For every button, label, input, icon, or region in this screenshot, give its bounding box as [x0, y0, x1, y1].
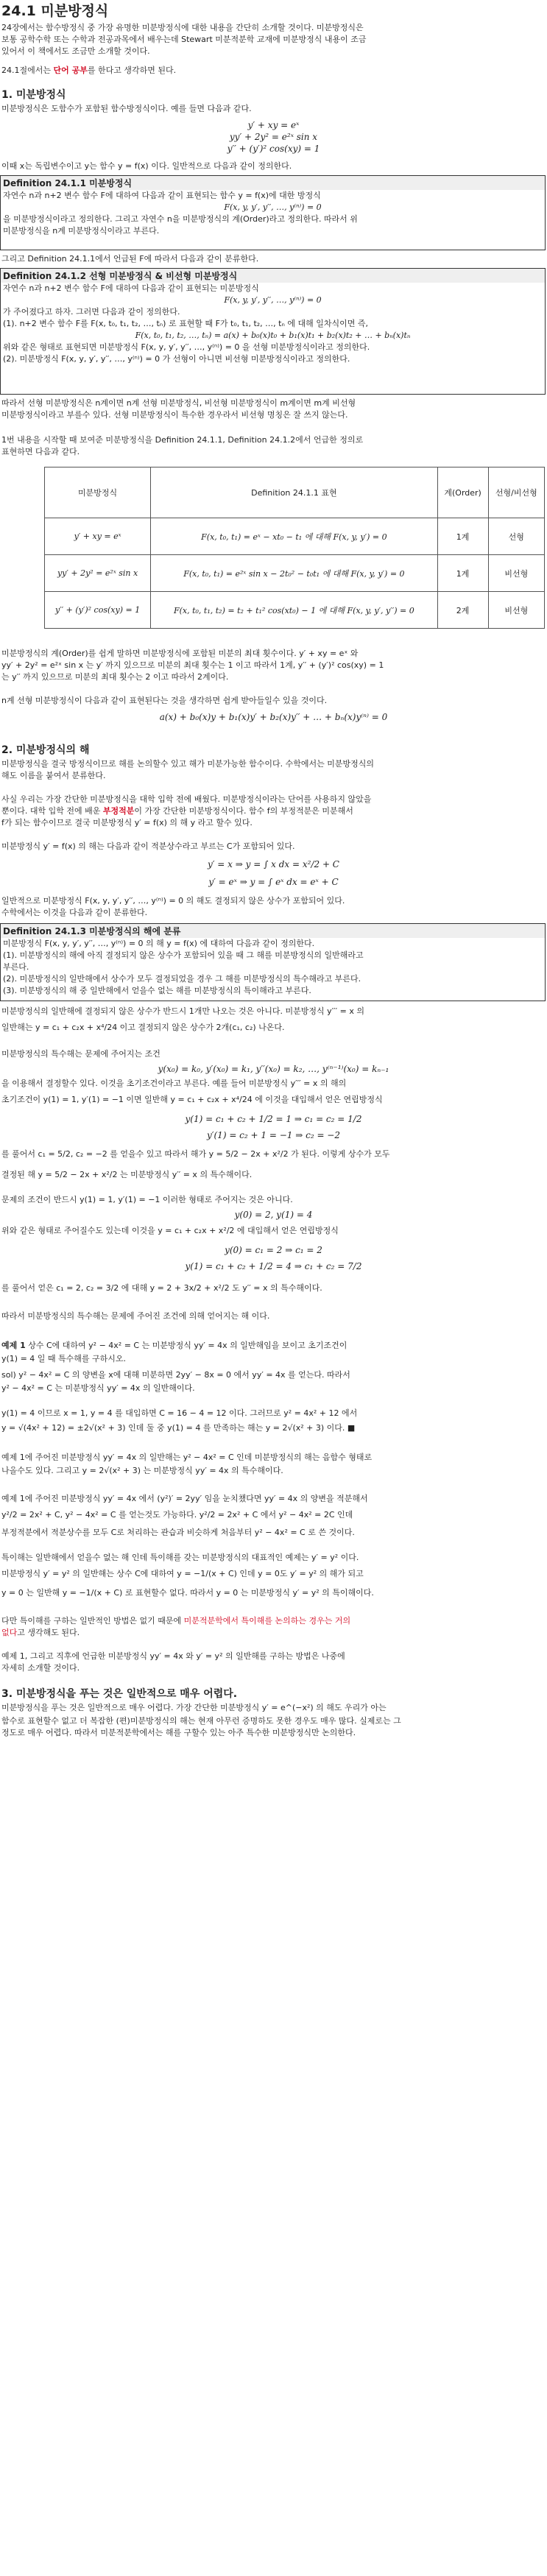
note-5-pre: 다만 특이해를 구하는 일반적인 방법은 없기 때문에: [1, 1616, 184, 1626]
def2-line-5: (2). 미분방정식 F(x, y, y′, y′′, …, y⁽ⁿ⁾) = 0 가 선형이 아니면 비선형 미분방정식이라고 정의한다.: [3, 354, 350, 364]
s1-eq-2: yy′ + 2y² = e²ˣ sin x: [229, 132, 318, 142]
def2-title: Definition 24.1.2 선형 미분방정식 & 비선형 미분방정식: [1, 269, 545, 283]
def3-line-3: (2). 미분방정식의 일반해에서 상수가 모두 결정되었을 경우 그 해를 미분방정식의 특수해라고 부른다.: [3, 974, 361, 984]
intro2-pre: 24.1절에서는: [1, 66, 54, 75]
s2-p6: 미분방정식의 특수해는 문제에 주어지는 조건: [1, 1049, 160, 1059]
table-cell: y′ + xy = eˣ: [45, 518, 151, 555]
s1-p7: n계 선형 미분방정식이 다음과 같이 표현된다는 것을 생각하면 쉽게 받아들일수 있을 것이다.: [1, 696, 328, 705]
s2-eq-10b: y(1) = c₁ + c₂ + 1/2 = 4 ⇒ c₁ + c₂ = 7/2: [185, 1261, 362, 1271]
s1-p2: 이때 x는 독립변수이고 y는 함수 y = f(x) 이다. 일반적으로 다음과 같이 정의한다.: [1, 161, 292, 171]
table-cell: F(x, t₀, t₁, t₂) = t₂ + t₁² cos(xt₀) − 1 에 대해 F(x, y, y′, y′′) = 0: [151, 592, 437, 629]
def1-line-2: 을 미분방정식이라고 정의한다. 그리고 자연수 n을 미분방정식의 계(Order)라고 정의한다. 따라서 위: [3, 214, 358, 224]
note-5-highlight: 미분적분학에서 특이해를 논의하는 경우는 거의: [183, 1616, 351, 1626]
s1-p4-line-2: 미분방정식이라고 부를수 있다. 선형 미분방정식이 특수한 경우라서 비선형 명칭은 잘 쓰지 않는다.: [1, 410, 348, 420]
note-5-highlight-2: 없다: [1, 1628, 18, 1637]
def2-eq-2: F(x, t₀, t₁, t₂, …, tₙ) = a(x) + b₀(x)t₀ + b₁(x)t₁ + b₂(x)t₂ + … + bₙ(x)tₙ: [135, 331, 411, 340]
s2-p10: 위와 같은 형태로 주어질수도 있는데 이것을 y = c₁ + c₂x + x²/2 에 대입해서 얻은 연립방정식: [1, 1226, 339, 1235]
note-5-post: 고 생각해도 된다.: [17, 1628, 80, 1637]
s2-p2b-post: 이 가장 간단한 미분방정식이다. 함수 f의 부정적분은 미분해서: [134, 806, 353, 816]
table-cell: F(x, t₀, t₁) = eˣ − xt₀ − t₁ 에 대해 F(x, y, y′) = 0: [151, 518, 437, 555]
example-1-line-5: y(1) = 4 이므로 x = 1, y = 4 를 대입하면 C = 16 − 4 = 12 이다. 그러므로 y² = 4x² + 12 에서: [1, 1408, 358, 1418]
table-cell: 비선형: [488, 592, 544, 629]
table-header: 미분방정식: [45, 467, 151, 518]
table-row: [45, 518, 545, 555]
example-1-line-3: sol) y² − 4x² = C 의 양변을 x에 대해 미분하면 2yy′ − 8x = 0 에서 yy′ = 4x 를 얻는다. 따라서: [1, 1370, 350, 1380]
example-1-label: 예제 1: [1, 1341, 26, 1350]
def3-line-1: 미분방정식 F(x, y, y′, y′′, …, y⁽ⁿ⁾) = 0 의 해 y = f(x) 에 대하여 다음과 같이 정의한다.: [3, 939, 315, 948]
def1-line-3: 미분방정식을 n계 미분방정식이라고 부른다.: [3, 226, 160, 236]
intro-line-2: 보통 공학수학 또는 수학과 전공과목에서 배우는데 Stewart 미분적분학 교재에 미분방정식 내용이 조금: [1, 35, 367, 44]
s2-p9: 문제의 조건이 반드시 y(1) = 1, y′(1) = −1 이러한 형태로 주어지는 것은 아니다.: [1, 1195, 293, 1204]
s2-eq-7b: y′(1) = c₂ + 1 = −1 ⇒ c₂ = −2: [207, 1130, 340, 1140]
intro-line-4: [1, 65, 543, 77]
s1-eq-3: y′′ + (y′)² cos(xy) = 1: [227, 144, 320, 154]
s2-p11: 를 풀어서 얻은 c₁ = 2, c₂ = 3/2 에 대해 y = 2 + 3x/2 + x²/2 도 y′′ = x 의 특수해이다.: [1, 1283, 322, 1293]
note-3-line-1: 예제 1에 주어진 미분방정식 yy′ = 4x 에서 (y²)′ = 2yy′ 임을 눈치챘다면 yy′ = 4x 의 양변을 적분해서: [1, 1494, 368, 1503]
table-cell: 1계: [437, 555, 488, 592]
s2-p5-line-2: 일반해는 y = c₁ + c₂x + x⁴/24 이고 결정되지 않은 상수가 2개(c₁, c₂) 나온다.: [1, 1023, 285, 1032]
section-2-title: 2. 미분방정식의 해: [1, 744, 90, 756]
def3-title: Definition 24.1.3 미분방정식의 해에 분류: [1, 924, 545, 938]
s1-p3: 그리고 Definition 24.1.1에서 언급된 F에 따라서 다음과 같이 분류한다.: [1, 254, 259, 264]
s2-p3: 미분방정식 y′ = f(x) 의 해는 다음과 같이 적분상수라고 부르는 C가 포함되어 있다.: [1, 841, 295, 851]
section-3-title: 3. 미분방정식을 푸는 것은 일반적으로 매우 어렵다.: [1, 1688, 238, 1700]
table-cell: yy′ + 2y² = e²ˣ sin x: [45, 555, 151, 592]
s2-p2-line-3: f가 되는 함수이므로 결국 미분방정식 y′ = f(x) 의 해 y 라고 할수 있다.: [1, 818, 253, 828]
def1-title: Definition 24.1.1 미분방정식: [1, 176, 545, 190]
example-1-line-4: y² − 4x² = C 는 미분방정식 yy′ = 4x 의 일반해이다.: [1, 1383, 195, 1393]
table-header-row: [45, 467, 545, 518]
s2-p2b-highlight: 부정적분: [102, 806, 135, 816]
definition-24-1-1: [0, 175, 546, 250]
s2-p1-line-1: 미분방정식을 결국 방정식이므로 해를 논의할수 있고 해가 미분가능한 함수이다. 수학에서는 미분방정식의: [1, 759, 375, 769]
s1-p6-line-1: 미분방정식의 계(Order)를 쉽게 말하면 미분방정식에 포함된 미분의 최대 횟수이다. y′ + xy = eˣ 와: [1, 649, 359, 658]
s2-p8-line-2: 결정된 해 y = 5/2 − 2x + x²/2 는 미분방정식 y′′ = x 의 특수해이다.: [1, 1170, 253, 1179]
s3-line-2: 함수로 표현할수 없고 더 복잡한 (편)미분방정식의 해는 현재 아무런 증명하도 못한 경우도 매우 많다. 실제로는 그: [1, 1716, 401, 1726]
table-cell: 선형: [488, 518, 544, 555]
s1-p5-line-1: 1번 내용을 시작할 때 보여준 미분방정식을 Definition 24.1.1, Definition 24.1.2에서 언급한 정의로: [1, 435, 364, 445]
note-4-line-3: y = 0 는 일반해 y = −1/(x + C) 로 표현할수 없다. 따라서 y = 0 는 미분방정식 y′ = y² 의 특이해이다.: [1, 1588, 374, 1598]
note-6-line-1: 예제 1, 그리고 직후에 언급한 미분방정식 yy′ = 4x 와 y′ = y² 의 일반해를 구하는 방법은 나중에: [1, 1651, 345, 1661]
def3-line-4: (3). 미분방정식의 해 중 일반해에서 얻을수 없는 해를 미분방정식의 특이해라고 부른다.: [3, 986, 311, 995]
table-cell: 2계: [437, 592, 488, 629]
note-6-line-2: 자세히 소개할 것이다.: [1, 1663, 80, 1673]
table-row: [45, 555, 545, 592]
s1-p1: 미분방정식은 도함수가 포함된 함수방정식이다. 예를 들면 다음과 같다.: [1, 104, 252, 113]
note-5-line-2: [1, 1627, 543, 1639]
def2-line-2: 가 주어졌다고 하자. 그러면 다음과 같이 정의한다.: [3, 307, 180, 317]
note-2-line-1: 예제 1에 주어진 미분방정식 yy′ = 4x 의 일반해는 y² − 4x² = C 인데 미분방정식의 해는 음함수 형태로: [1, 1453, 373, 1462]
definition-24-1-2: [0, 268, 546, 395]
s2-p5-line-1: 미분방정식의 일반해에 결정되지 않은 상수가 반드시 1개만 나오는 것은 아니다. 미분방정식 y′′′ = x 의: [1, 1006, 364, 1016]
s1-eq-1: y′ + xy = eˣ: [247, 120, 300, 130]
classification-table: [44, 467, 545, 629]
s1-p4-line-1: 따라서 선형 미분방정식은 n계이면 n계 선형 미분방정식, 비선형 미분방정식이 m계이면 m계 비선형: [1, 398, 356, 408]
note-3-line-3: 부정적분에서 적분상수를 모두 C로 처리하는 관습과 비슷하게 처음부터 y² − 4x² = C 로 쓴 것이다.: [1, 1528, 355, 1537]
example-1-line-1: [1, 1340, 543, 1352]
def3-line-2b: 부른다.: [3, 962, 29, 972]
s2-p2b-pre: 뿐이다. 대학 입학 전에 배운: [1, 806, 103, 816]
s1-p6-line-2: yy′ + 2y² = e²ˣ sin x 는 y′ 까지 있으므로 미분의 최대 횟수는 1 이고 따라서 1계, y′′ + (y′)² cos(xy) = 1: [1, 660, 384, 670]
table-header: 계(Order): [437, 467, 488, 518]
table-cell: 1계: [437, 518, 488, 555]
s2-p2-line-2: [1, 805, 543, 817]
s2-p2-line-1: 사실 우리는 가장 간단한 미분방정식을 대학 입학 전에 배웠다. 미분방정식이라는 단어를 사용하지 않았을: [1, 794, 372, 804]
def2-eq: F(x, y, y′, y′′, …, y⁽ⁿ⁾) = 0: [224, 295, 322, 305]
def2-line-1: 자연수 n과 n+2 변수 함수 F에 대하여 다음과 같이 표현되는 미분방정식: [3, 283, 259, 293]
note-2-line-2: 나올수도 있다. 그리고 y = 2√(x² + 3) 는 미분방정식 yy′ = 4x 의 특수해이다.: [1, 1466, 283, 1475]
s3-line-3: 정도로 매우 어렵다. 따라서 미분적분학에서는 해를 구할수 있는 아주 특수한 미분방정식만 논의한다.: [1, 1728, 356, 1737]
def3-line-2: (1). 미분방정식의 해에 아직 결정되지 않은 상수가 포함되어 있을 때 그 해를 미분방정식의 일반해라고: [3, 950, 364, 960]
table-cell: 비선형: [488, 555, 544, 592]
def1-line-1: 자연수 n과 n+2 변수 함수 F에 대하여 다음과 같이 표현되는 함수 y = f(x)에 대한 방정식: [3, 191, 321, 200]
table-cell: F(x, t₀, t₁) = e²ˣ sin x − 2t₀² − t₀t₁ 에 대해 F(x, y, y′) = 0: [151, 555, 437, 592]
s2-p7-line-2: 초기조건이 y(1) = 1, y′(1) = −1 이면 일반해 y = c₁ + c₂x + x⁴/24 에 이것을 대입해서 얻은 연립방정식: [1, 1095, 383, 1104]
table-header: Definition 24.1.1 표현: [151, 467, 437, 518]
s2-p8-line-1: 를 풀어서 c₁ = 5/2, c₂ = −2 를 얻을수 있고 따라서 해가 y = 5/2 − 2x + x²/2 가 된다. 이렇게 상수가 모두: [1, 1149, 390, 1159]
example-1-line-6: y = √(4x² + 12) = ±2√(x² + 3) 인데 둘 중 y(1) = 4 를 만족하는 해는 y = 2√(x² + 3) 이다. ■: [1, 1423, 356, 1433]
note-4-line-1: 특이해는 일반해에서 얻을수 없는 해 인데 특이해를 갖는 미분방정식의 대표적인 예제는 y′ = y² 이다.: [1, 1553, 359, 1562]
section-1-title: 1. 미분방정식: [1, 89, 66, 101]
s2-eq-10a: y(0) = c₁ = 2 ⇒ c₁ = 2: [225, 1245, 322, 1255]
s1-p6-line-3: 는 y′′ 까지 있으므로 미분의 최대 횟수는 2 이고 따라서 2계이다.: [1, 672, 229, 682]
table-cell: y′′ + (y′)² cos(xy) = 1: [45, 592, 151, 629]
s2-p4-line-2: 수학에서는 이것을 다음과 같이 분류한다.: [1, 908, 148, 917]
definition-24-1-3: [0, 923, 546, 1001]
table-row: [45, 592, 545, 629]
s2-eq-6: y(x₀) = k₀, y′(x₀) = k₁, y′′(x₀) = k₂, …, y⁽ⁿ⁻¹⁾(x₀) = kₙ₋₁: [158, 1064, 389, 1074]
s1-p5-line-2: 표현하면 다음과 같다.: [1, 447, 80, 456]
example-1-text: 상수 C에 대하여 y² − 4x² = C 는 미분방정식 yy′ = 4x 의 일반해임을 보이고 초기조건이: [25, 1341, 347, 1350]
def2-line-3: (1). n+2 변수 함수 F를 F(x, t₀, t₁, t₂, …, tₙ) 로 표현할 때 F가 t₀, t₁, t₂, …, tₙ 에 대해 일차식이면 즉,: [3, 319, 368, 328]
s2-eq-7a: y(1) = c₁ + c₂ + 1/2 = 1 ⇒ c₁ = c₂ = 1/2: [185, 1114, 362, 1124]
intro2-highlight: 단어 공부: [53, 66, 88, 75]
intro-line-3: 있어서 이 책에서도 조금만 소개할 것이다.: [1, 46, 150, 56]
def2-line-4: 위와 같은 형태로 표현되면 미분방정식 F(x, y, y′, y′′, …, y⁽ⁿ⁾) = 0 을 선형 미분방정식이라고 정의한다.: [3, 342, 370, 352]
s3-line-1: 미분방정식을 푸는 것은 일반적으로 매우 어렵다. 가장 간단한 미분방정식 y′ = e^(−x²) 의 해도 우리가 아는: [1, 1703, 387, 1712]
s1-eq-7: a(x) + b₀(x)y + b₁(x)y′ + b₂(x)y′′ + … + bₙ(x)y⁽ⁿ⁾ = 0: [159, 712, 388, 722]
s2-p4-line-1: 일반적으로 미분방정식 F(x, y, y′, y′′, …, y⁽ⁿ⁾) = 0 의 해도 결정되지 않은 상수가 포함되어 있다.: [1, 896, 345, 906]
table-header: 선형/비선형: [488, 467, 544, 518]
intro2-post: 를 한다고 생각하면 된다.: [87, 66, 177, 75]
def1-eq: F(x, y, y′, y′′, …, y⁽ⁿ⁾) = 0: [224, 202, 322, 212]
s2-p7-line-1: 을 이용해서 결정할수 있다. 이것을 초기조건이라고 부른다. 예를 들어 미분방정식 y′′′ = x 의 해의: [1, 1079, 347, 1088]
s2-eq-3b: y′ = eˣ ⇒ y = ∫ eˣ dx = eˣ + C: [208, 877, 339, 887]
page-title: 24.1 미분방정식: [1, 3, 109, 19]
note-4-line-2: 미분방정식 y′ = y² 의 일반해는 상수 C에 대하여 y = −1/(x + C) 인데 y = 0도 y′ = y² 의 해가 되고: [1, 1569, 364, 1578]
s2-eq-3a: y′ = x ⇒ y = ∫ x dx = x²/2 + C: [207, 859, 339, 869]
note-5-line-1: [1, 1615, 543, 1627]
s2-p12: 따라서 미분방정식의 특수해는 문제에 주어진 조건에 의해 얻어지는 해 이다.: [1, 1311, 270, 1321]
example-1-line-2: y(1) = 4 일 때 특수해를 구하시오.: [1, 1354, 127, 1363]
s2-eq-9: y(0) = 2, y(1) = 4: [234, 1210, 313, 1220]
note-3-line-2: y²/2 = 2x² + C, y² − 4x² = C 를 얻는것도 가능하다. y²/2 = 2x² + C 에서 y² − 4x² = 2C 인데: [1, 1510, 353, 1520]
intro-line-1: 24장에서는 함수방정식 중 가장 유명한 미분방정식에 대한 내용을 간단히 소개할 것이다. 미분방정식은: [1, 23, 364, 32]
s2-p1-line-2: 해도 이름을 붙여서 분류한다.: [1, 771, 106, 780]
